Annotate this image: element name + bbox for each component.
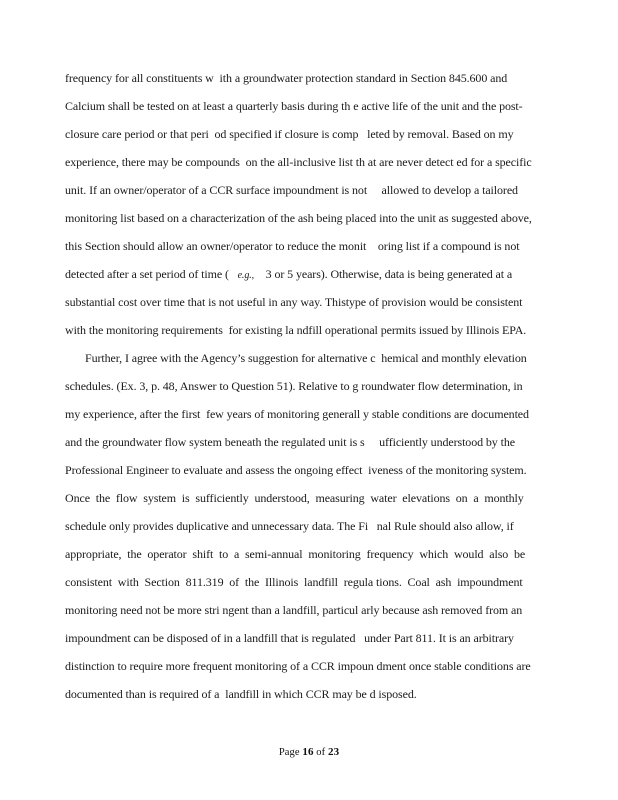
text-line: documented than is required of a landfill in which CCR may be d isposed. xyxy=(65,687,417,701)
text-line: this Section should allow an owner/operator to reduce the monit oring list if a compound is not xyxy=(65,239,520,253)
text-line: schedule only provides duplicative and unnecessary data. The Fi nal Rule should also allow, if xyxy=(65,519,514,533)
text-line: and the groundwater flow system beneath the regulated unit is s ufficiently understood by the xyxy=(65,435,515,449)
text-line: with the monitoring requirements for existing la ndfill operational permits issued by Illinois EPA. xyxy=(65,323,527,337)
footer-total-pages: 23 xyxy=(327,746,340,758)
text-line: closure care period or that peri od specified if closure is comp leted by removal. Based on my xyxy=(65,127,514,141)
text-line: substantial cost over time that is not useful in any way. Thistype of provision would be consistent xyxy=(65,295,523,309)
text-line: monitoring list based on a characterization of the ash being placed into the unit as suggested above, xyxy=(65,211,532,225)
text-line xyxy=(65,260,570,288)
text-line: my experience, after the first few years of monitoring generall y stable conditions are documented xyxy=(65,407,529,421)
text-line: distinction to require more frequent monitoring of a CCR impoun dment once stable conditions are xyxy=(65,659,531,673)
text-segment: detected after a set period of time ( xyxy=(65,267,238,281)
text-segment: 3 or 5 years). Otherwise, data is being generated at a xyxy=(254,267,513,281)
text-line: Professional Engineer to evaluate and assess the ongoing effect iveness of the monitoring system. xyxy=(65,463,527,477)
text-line: Calcium shall be tested on at least a quarterly basis during th e active life of the unit and the post- xyxy=(65,99,523,113)
text-line: impoundment can be disposed of in a landfill that is regulated under Part 811. It is an arbitrary xyxy=(65,631,514,645)
text-line: unit. If an owner/operator of a CCR surface impoundment is not allowed to develop a tailored xyxy=(65,183,518,197)
emphasized-text: e.g., xyxy=(237,270,255,281)
paragraph xyxy=(65,344,570,708)
footer-page-label: Page xyxy=(278,747,303,758)
page-footer xyxy=(0,745,618,760)
text-line: Once the flow system is sufficiently understood, measuring water elevations on a monthly xyxy=(65,491,524,505)
paragraph xyxy=(65,64,570,344)
footer-of-label: of xyxy=(313,747,328,758)
document-body xyxy=(65,64,570,708)
text-line: monitoring need not be more stri ngent than a landfill, particul arly because ash removed from an xyxy=(65,603,523,617)
text-line: Further, I agree with the Agency’s suggestion for alternative c hemical and monthly elevation xyxy=(85,351,527,365)
text-line: schedules. (Ex. 3, p. 48, Answer to Question 51). Relative to g roundwater flow determination, in xyxy=(65,379,523,393)
text-line: experience, there may be compounds on the all-inclusive list th at are never detect ed for a specific xyxy=(65,155,532,169)
text-line: frequency for all constituents w ith a groundwater protection standard in Section 845.600 and xyxy=(65,71,508,85)
footer-current-page: 16 xyxy=(302,746,314,758)
text-line: appropriate, the operator shift to a semi-annual monitoring frequency which would also be xyxy=(65,547,526,561)
text-line: consistent with Section 811.319 of the Illinois landfill regula tions. Coal ash impoundment xyxy=(65,575,523,589)
